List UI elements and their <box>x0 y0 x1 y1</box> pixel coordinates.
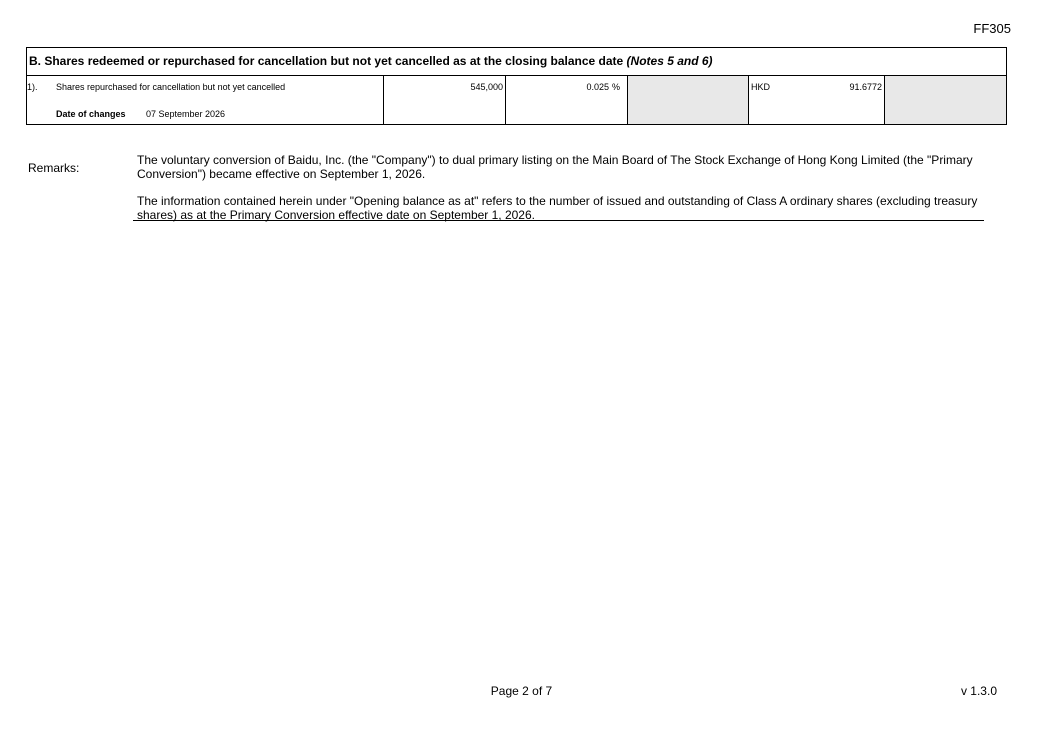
section-b-table <box>26 47 1007 125</box>
cell-price <box>748 76 884 124</box>
percentage-value: 0.025 <box>586 82 609 92</box>
page-number: Page 2 of 7 <box>490 684 553 698</box>
remarks-label: Remarks: <box>28 161 80 175</box>
price-value: 91.6772 <box>849 82 882 92</box>
row-description: Shares repurchased for cancellation but not yet cancelled <box>56 82 286 92</box>
form-code: FF305 <box>973 21 1011 36</box>
date-of-changes-value: 07 September 2026 <box>146 109 226 119</box>
date-of-changes-label: Date of changes <box>56 109 126 119</box>
number-of-shares-value: 545,000 <box>470 82 503 92</box>
cell-shaded-blank <box>627 76 748 124</box>
cell-number-of-shares <box>383 76 505 124</box>
remarks-paragraph: The information contained herein under "Opening balance as at" refers to the number of issued and outstanding of Class A ordinary shares (excluding treasury shares) as at the Primary Conversion effective date on September 1, 2026. <box>137 194 978 222</box>
section-title-notes: (Notes 5 and 6) <box>626 54 713 68</box>
remarks-paragraph: The voluntary conversion of Baidu, Inc. (the "Company") to dual primary listing on the Main Board of The Stock Exchange of Hong Kong Limited (the "Primary Conversion") became effective on September 1, 2026. <box>137 153 973 181</box>
cell-shaded-end <box>884 76 1006 124</box>
row-index: 1). <box>27 82 38 92</box>
version-label: v 1.3.0 <box>960 684 997 698</box>
percent-sign: % <box>611 82 620 92</box>
section-title-text: B. Shares redeemed or repurchased for cancellation but not yet cancelled as at the closing balance date <box>29 54 627 68</box>
section-title <box>29 54 713 68</box>
currency-code: HKD <box>751 82 771 92</box>
cell-percentage <box>505 76 627 124</box>
remarks-underline <box>133 220 984 221</box>
